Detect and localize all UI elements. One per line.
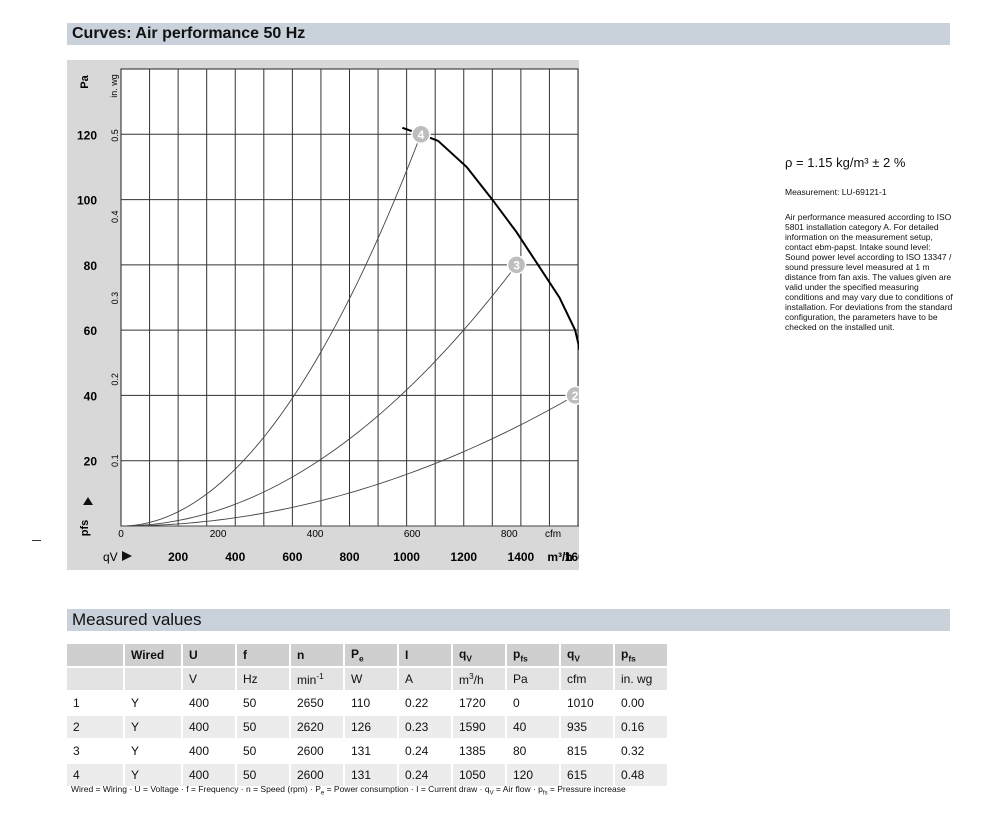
table-cell: 2620 bbox=[290, 715, 344, 739]
y-tick-label: 40 bbox=[83, 389, 97, 404]
note-line: installation. For deviations from the standard bbox=[785, 302, 953, 312]
legend-part: = Air flow · p bbox=[493, 784, 543, 794]
unit-cell bbox=[614, 667, 668, 691]
unit-cell bbox=[290, 667, 344, 691]
table-cell: 815 bbox=[560, 739, 614, 763]
table-cell: 40 bbox=[506, 715, 560, 739]
table-row bbox=[67, 739, 668, 763]
unit-suffix: /h bbox=[473, 673, 484, 687]
column-header bbox=[506, 644, 560, 667]
y-unit-pa: Pa bbox=[79, 75, 91, 89]
y-tick-label: 100 bbox=[76, 193, 97, 208]
y-axis-label-text: pfs bbox=[79, 519, 91, 537]
column-header-text: p bbox=[513, 646, 521, 661]
unit-cell bbox=[452, 667, 506, 691]
table-cell: 0.23 bbox=[398, 715, 452, 739]
column-header-text: p bbox=[621, 646, 629, 661]
measured-values-table bbox=[67, 644, 669, 788]
table-cell: 0.48 bbox=[614, 763, 668, 787]
table-cell: 0.24 bbox=[398, 739, 452, 763]
table-cell: 1720 bbox=[452, 691, 506, 715]
column-header bbox=[67, 644, 124, 667]
y-tick-label: 20 bbox=[83, 454, 97, 469]
note-line: sound pressure level measured at 1 m bbox=[785, 262, 930, 272]
column-header bbox=[614, 644, 668, 667]
table-cell: Y bbox=[124, 763, 182, 787]
note-line: valid under the specified measuring bbox=[785, 282, 919, 292]
x-unit-m3h: m³/h bbox=[547, 550, 573, 564]
table-cell: Y bbox=[124, 739, 182, 763]
table-cell: 131 bbox=[344, 739, 398, 763]
note-line: distance from fan axis. The values given are bbox=[785, 272, 952, 282]
note-line: conditions and may vary due to conditions of bbox=[785, 292, 953, 302]
table-cell: 400 bbox=[182, 691, 236, 715]
table-cell: 1385 bbox=[452, 739, 506, 763]
column-header-subscript: V bbox=[466, 653, 472, 664]
unit-text: cfm bbox=[567, 672, 587, 686]
column-header bbox=[236, 644, 290, 667]
x2-tick-label: 600 bbox=[403, 529, 421, 540]
y2-tick-label: 0.2 bbox=[110, 373, 120, 386]
table-cell: 120 bbox=[506, 763, 560, 787]
curves-section-bar bbox=[67, 23, 950, 45]
curves-section-title: Curves: Air performance 50 Hz bbox=[72, 25, 306, 42]
margin-dash bbox=[32, 540, 41, 541]
x-tick-label: 800 bbox=[339, 550, 360, 564]
column-header bbox=[452, 644, 506, 667]
operating-point-label: 3 bbox=[513, 258, 520, 273]
column-header bbox=[182, 644, 236, 667]
y-unit-inwg: in. wg bbox=[109, 74, 119, 98]
table-cell: 80 bbox=[506, 739, 560, 763]
table-cell: 1010 bbox=[560, 691, 614, 715]
note-line: checked on the installed unit. bbox=[785, 322, 895, 332]
legend-part: fs bbox=[542, 790, 548, 797]
column-header bbox=[124, 644, 182, 667]
table-legend bbox=[71, 784, 626, 797]
column-header-text: Wired bbox=[131, 648, 165, 662]
x-tick-label: 200 bbox=[168, 550, 189, 564]
unit-cell bbox=[236, 667, 290, 691]
unit-cell bbox=[67, 667, 124, 691]
note-line: Sound power level according to ISO 13347 / bbox=[785, 252, 952, 262]
column-header bbox=[398, 644, 452, 667]
table-cell: 400 bbox=[182, 715, 236, 739]
column-header bbox=[344, 644, 398, 667]
x2-tick-label: 200 bbox=[209, 529, 227, 540]
note-line: information on the measurement setup, bbox=[785, 232, 933, 242]
y2-tick-label: 0.3 bbox=[110, 291, 120, 305]
column-header-text: I bbox=[405, 648, 409, 662]
column-header-text: q bbox=[567, 646, 575, 661]
air-density-note: ρ = 1.15 kg/m³ ± 2 % bbox=[785, 155, 906, 170]
x-tick-label: 16 bbox=[564, 550, 579, 564]
table-header-row bbox=[67, 644, 668, 667]
unit-cell bbox=[124, 667, 182, 691]
column-header-text: P bbox=[351, 646, 360, 661]
measured-section-title: Measured values bbox=[72, 610, 202, 629]
table-cell: 0.24 bbox=[398, 763, 452, 787]
table-row bbox=[67, 691, 668, 715]
table-cell: 50 bbox=[236, 763, 290, 787]
x2-tick-label: 800 bbox=[500, 529, 518, 540]
x2-tick-label: 0 bbox=[118, 529, 124, 540]
column-header-text: q bbox=[459, 646, 467, 661]
x2-tick-label: 400 bbox=[306, 529, 324, 540]
legend-part: = Pressure increase bbox=[547, 784, 626, 794]
column-header-subscript: fs bbox=[520, 653, 528, 664]
column-header-subscript: fs bbox=[628, 653, 636, 664]
operating-point-label: 4 bbox=[417, 127, 425, 142]
note-line: contact ebm-papst. Intake sound level: bbox=[785, 242, 931, 252]
x-unit-cfm: cfm bbox=[544, 529, 562, 540]
column-header-text: n bbox=[297, 648, 305, 662]
unit-superscript: -1 bbox=[316, 671, 324, 681]
table-cell: 50 bbox=[236, 691, 290, 715]
unit-text: Hz bbox=[243, 672, 258, 686]
table-cell: 0.22 bbox=[398, 691, 452, 715]
table-cell: 4 bbox=[67, 763, 124, 787]
unit-text: in. wg bbox=[621, 672, 653, 686]
unit-cell bbox=[560, 667, 614, 691]
y-tick-label: 80 bbox=[83, 258, 97, 273]
table-cell: 2650 bbox=[290, 691, 344, 715]
x-tick-label: 600 bbox=[282, 550, 303, 564]
table-cell: 0.16 bbox=[614, 715, 668, 739]
table-cell: 0.00 bbox=[614, 691, 668, 715]
table-cell: 126 bbox=[344, 715, 398, 739]
table-cell: 110 bbox=[344, 691, 398, 715]
unit-text: min bbox=[297, 673, 317, 687]
legend-part: = Power consumption · I = Current draw · q bbox=[324, 784, 490, 794]
operating-point-label: 2 bbox=[571, 388, 579, 403]
x-tick-label: 1200 bbox=[450, 550, 478, 564]
y-tick-label: 60 bbox=[83, 324, 97, 339]
table-cell: 50 bbox=[236, 739, 290, 763]
y2-tick-label: 0.4 bbox=[110, 210, 120, 224]
measurement-id: Measurement: LU-69121-1 bbox=[785, 187, 887, 197]
table-cell: Y bbox=[124, 691, 182, 715]
unit-cell bbox=[506, 667, 560, 691]
table-cell: 3 bbox=[67, 739, 124, 763]
measured-section-bar bbox=[67, 609, 950, 631]
table-cell: 0.32 bbox=[614, 739, 668, 763]
table-cell: 615 bbox=[560, 763, 614, 787]
table-units-row bbox=[67, 667, 668, 691]
table-cell: 1050 bbox=[452, 763, 506, 787]
unit-text: V bbox=[189, 672, 198, 686]
note-line: Air performance measured according to ISO bbox=[785, 212, 952, 222]
column-header-text: f bbox=[243, 648, 247, 662]
table-cell: 935 bbox=[560, 715, 614, 739]
note-line: 5801 installation category A. For detailed bbox=[785, 222, 939, 232]
legend-part: Wired = Wiring · U = Voltage · f = Frequency · n = Speed (rpm) · P bbox=[71, 784, 321, 794]
table-cell: 50 bbox=[236, 715, 290, 739]
table-cell: 1590 bbox=[452, 715, 506, 739]
column-header bbox=[290, 644, 344, 667]
legend-part: e bbox=[320, 790, 325, 797]
table-cell: 131 bbox=[344, 763, 398, 787]
column-header-subscript: V bbox=[574, 653, 580, 664]
measurement-notes bbox=[785, 212, 953, 332]
unit-text: Pa bbox=[513, 672, 528, 686]
air-performance-chart bbox=[67, 60, 579, 570]
x-axis-label: qV bbox=[103, 550, 118, 564]
table-cell: 2600 bbox=[290, 763, 344, 787]
table-row bbox=[67, 715, 668, 739]
table-cell: 1 bbox=[67, 691, 124, 715]
unit-superscript: 3 bbox=[469, 671, 474, 681]
unit-text: m bbox=[459, 673, 469, 687]
legend-part: V bbox=[489, 790, 494, 797]
x-tick-label: 400 bbox=[225, 550, 246, 564]
table-cell: 2 bbox=[67, 715, 124, 739]
unit-cell bbox=[182, 667, 236, 691]
y-axis-label bbox=[79, 520, 91, 537]
x-tick-label: 1400 bbox=[507, 550, 535, 564]
y2-tick-label: 0.1 bbox=[110, 454, 120, 467]
y-tick-label: 120 bbox=[76, 128, 97, 143]
chart-svg bbox=[67, 60, 579, 570]
unit-cell bbox=[398, 667, 452, 691]
table-cell: 400 bbox=[182, 739, 236, 763]
note-line: configuration, the parameters have to be bbox=[785, 312, 938, 322]
table-cell: 0 bbox=[506, 691, 560, 715]
unit-text: W bbox=[351, 672, 363, 686]
column-header-subscript: e bbox=[359, 653, 364, 664]
unit-cell bbox=[344, 667, 398, 691]
table-cell: 2600 bbox=[290, 739, 344, 763]
column-header bbox=[560, 644, 614, 667]
column-header-text: U bbox=[189, 648, 198, 662]
unit-text: A bbox=[405, 672, 414, 686]
table-cell: 400 bbox=[182, 763, 236, 787]
y2-tick-label: 0.5 bbox=[110, 129, 120, 142]
x-tick-label: 1000 bbox=[393, 550, 420, 564]
table-cell: Y bbox=[124, 715, 182, 739]
